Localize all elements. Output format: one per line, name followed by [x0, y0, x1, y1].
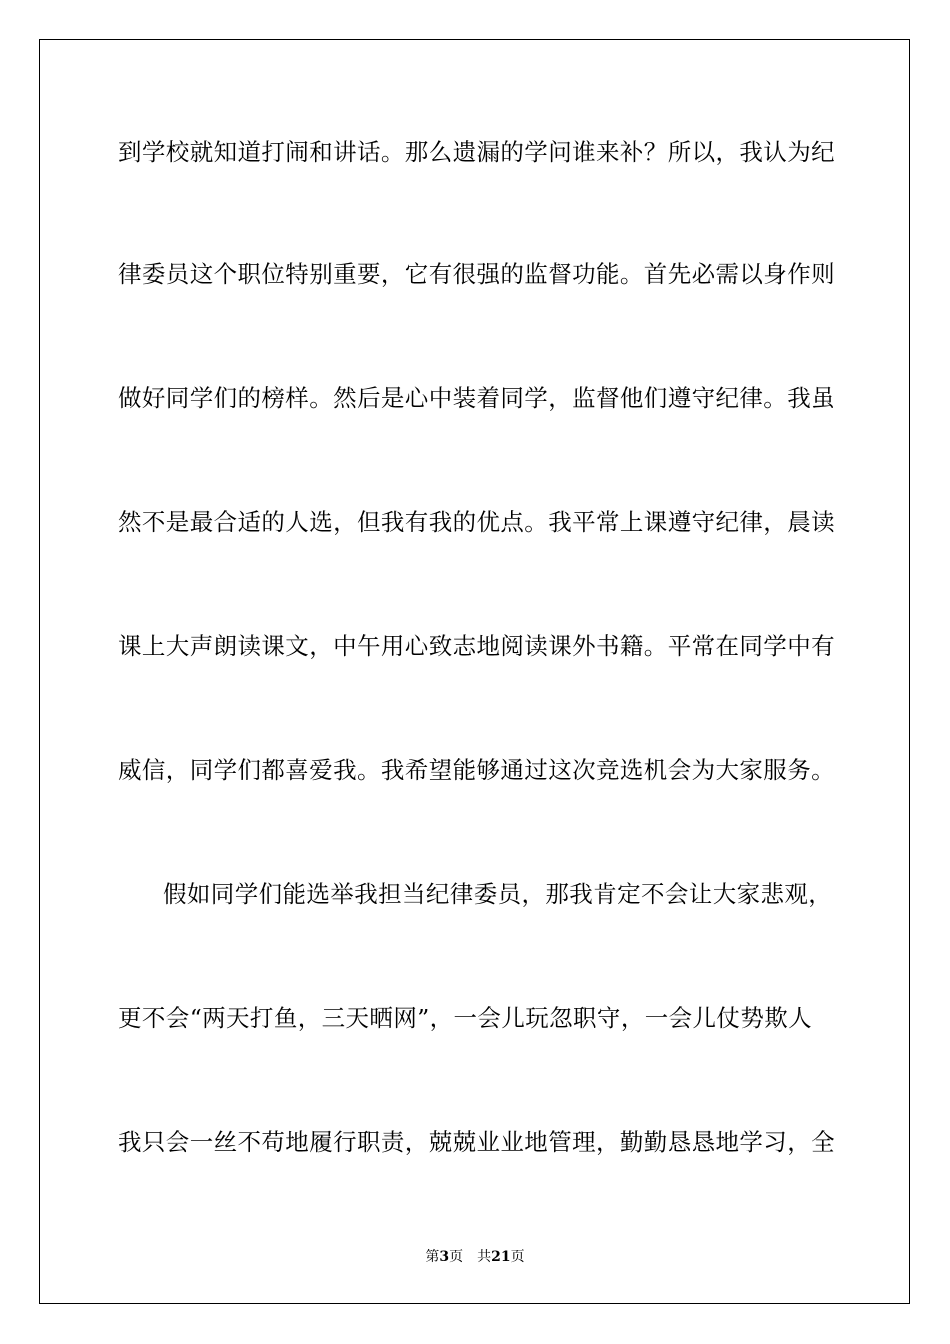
total-prefix: 共 — [477, 1249, 492, 1265]
text-line-2: 律委员这个职位特别重要，它有很强的监督功能。首先必需以身作则 — [118, 260, 835, 288]
page-border — [39, 39, 910, 1304]
page-number: 3 — [439, 1249, 450, 1265]
total-pages: 21 — [491, 1249, 511, 1265]
text-line-1: 到学校就知道打闹和讲话。那么遗漏的学问谁来补？所以，我认为纪 — [118, 138, 835, 166]
text-line-9: 我只会一丝不苟地履行职责，兢兢业业地管理，勤勤恳恳地学习，全 — [118, 1128, 835, 1156]
page-prefix: 第 — [425, 1249, 440, 1265]
text-line-6: 威信，同学们都喜爱我。我希望能够通过这次竞选机会为大家服务。 — [118, 756, 835, 784]
text-line-5: 课上大声朗读课文，中午用心致志地阅读课外书籍。平常在同学中有 — [118, 632, 835, 660]
text-line-4: 然不是最合适的人选，但我有我的优点。我平常上课遵守纪律，晨读 — [118, 508, 835, 536]
text-line-8: 更不会“两天打鱼，三天晒网”，一会儿玩忽职守，一会儿仗势欺人 — [118, 1004, 813, 1032]
page-footer — [0, 1247, 950, 1267]
page-suffix: 页 — [449, 1249, 464, 1265]
total-suffix: 页 — [510, 1249, 525, 1265]
text-line-3: 做好同学们的榜样。然后是心中装着同学，监督他们遵守纪律。我虽 — [118, 384, 835, 412]
text-line-7-paragraph-start: 假如同学们能选举我担当纪律委员，那我肯定不会让大家悲观， — [163, 880, 833, 908]
